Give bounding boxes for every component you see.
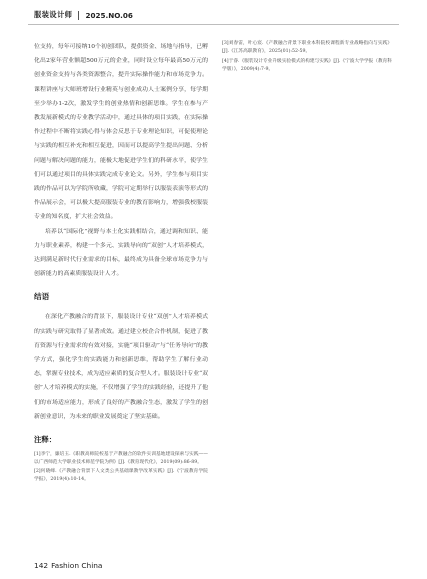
magazine-name: Fashion China (51, 561, 103, 570)
reference-item: [4]于睿.《服装设计专业升级实验模式的构建与实践》[J].《宁波大学学报（教育科学版）》，2009(4):7-9。 (222, 59, 392, 72)
notes-heading: 注释： (34, 435, 57, 445)
reference-item: [1]李宁，廉培玉.《职教高师院校基于产教融合的软件实训基地建设探索与实践——以广西师范大学职业技术师范学院为例》[J].《教育现代化》，2019(09):86-89。 (34, 452, 208, 466)
right-column (222, 40, 392, 76)
body-paragraph: 位支持，每年可接纳10个初创团队，提供资金、场地与指导，已孵化出2家年营业额超500万元的企业，同时设立每年最高50万元的创业资金支持与各类资源整合，提升实际操作能力和市场竞争力。课程讲座与大师班增设行业精英与创业成功人士案例分享，每学期至少举办1-2次，激发学生的创业热情和创新思维。学生在参与产教发展新模式的专业教学活动中，通过具体的项目实践，在实际操作过程中不断将实践心得与体会反思于专业理论知识，可促使理论与实践的相互补充和相互促进，因而可以提高学生提出问题、分析问题与解决问题的能力，能极大地促进学生们的科研水平，使学生们可以通过项目的具体实践完成专业论文。另外，学生参与项目实践的作品可以为学院所收藏，学院可定期举行以服装表演等形式的作品展示会，可以极大提高服装专业的教育影响力，增强我校服装专业的知名度，扩大社会效益。 (34, 44, 208, 221)
conclusion-heading: 结语 (34, 292, 50, 302)
issue-number: 2025.NO.06 (85, 10, 133, 20)
running-header (34, 8, 133, 22)
header-rule (28, 24, 399, 25)
reference-item: [2]何晓峰.《产教融合背景下人文类公共基础课教学改革实践》[J].《宁波教育学院学报》，2019(4):10-14。 (34, 469, 208, 483)
reference-item: [3]刘春雷，叶心宸.《产教融合背景下职业本科院校课程新专业战略指向与实践》[J].《江苏高职教育》，2025(01):52-59。 (222, 41, 392, 54)
body-paragraph: 培养以“国际化”视野与本土化实践相结合，通过调和知识、能力与职业素养，构建一个多元、实践导向的“双创”人才培养模式，达到满足新时代行业需求的目标，最终成为具备全球市场竞争力与创新能力的高素质服装设计人才。 (34, 228, 208, 278)
header-divider (78, 11, 79, 20)
left-column (34, 40, 208, 485)
journal-section-title: 服装设计师 (34, 10, 73, 19)
page-number: 142 (34, 561, 49, 570)
conclusion-paragraph: 在深化产教融合的背景下，服装设计专业“双创”人才培养模式的实践与研究取得了显著成效。通过建立校企合作机制，促进了教育资源与行业需求的有效对接，实施“项目驱动”与“任务导向”的教学方式，强化学生的实践能力和创新思维，帮助学生了解行业动态，掌握专业技术，成为适应素质的复合型人才。服装设计专业“双创”人才培养模式的实施，不仅增强了学生的实践经验，还提升了他们的市场适应能力，形成了良好的产教融合生态，激发了学生的创新创业意识，为未来的职业发展奠定了坚实基础。 (34, 314, 208, 420)
page-footer (34, 561, 102, 570)
